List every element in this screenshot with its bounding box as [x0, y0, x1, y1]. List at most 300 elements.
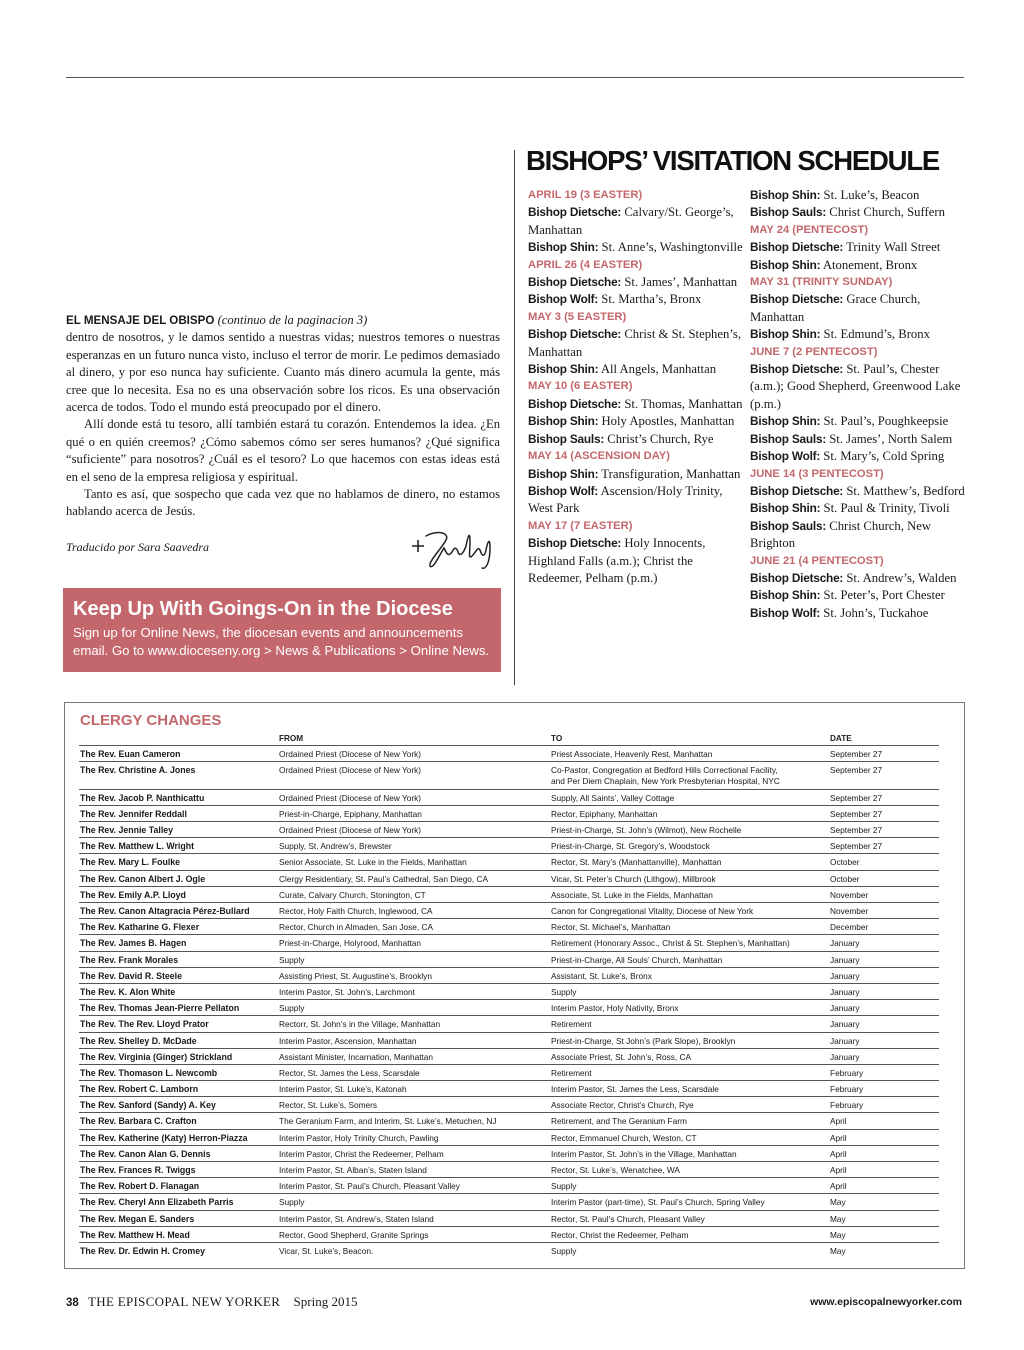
clergy-name: The Rev. Canon Alan G. Dennis	[80, 1148, 211, 1159]
visitation-place: Christ Church, New Brighton	[750, 518, 932, 551]
table-row	[79, 761, 939, 789]
clergy-date: April	[830, 1132, 847, 1143]
page-number: 38	[66, 1297, 79, 1309]
bishop-name: Bishop Wolf:	[750, 449, 821, 464]
visitation-place: St. Paul & Trinity, Tivoli	[823, 501, 950, 516]
clergy-from: Interim Pastor, St. Paul’s Church, Pleasant Valley	[279, 1181, 460, 1192]
table-row	[79, 918, 939, 934]
visitation-place: All Angels, Manhattan	[600, 362, 717, 377]
clergy-name: The Rev. Robert C. Lamborn	[80, 1084, 199, 1095]
clergy-from: Interim Pastor, Holy Trinity Church, Pawling	[279, 1132, 439, 1143]
table-row	[79, 805, 939, 821]
clergy-from: Clergy Residentiary, St. Paul’s Cathedral, San Diego, CA	[279, 873, 489, 884]
visitation-place: St. Paul’s, Poughkeepsie	[823, 414, 949, 429]
bishop-name: Bishop Shin:	[750, 501, 821, 516]
bishop-name: Bishop Dietsche:	[750, 292, 844, 307]
clergy-date: May	[830, 1197, 846, 1208]
table-row	[79, 1226, 939, 1242]
table-row	[79, 1161, 939, 1177]
visitation-entry	[750, 570, 965, 587]
visitation-date: MAY 17 (7 EASTER)	[528, 519, 633, 532]
clergy-to-line: Supply	[551, 1245, 577, 1256]
clergy-to-line: Associate Priest, St. John’s, Ross, CA	[551, 1051, 692, 1062]
clergy-to	[551, 749, 830, 760]
bishop-name: Bishop Dietsche:	[750, 362, 844, 377]
column-header-date: DATE	[830, 734, 852, 743]
bishop-name: Bishop Dietsche:	[528, 275, 622, 290]
table-row	[79, 1096, 939, 1112]
bishop-name: Bishop Shin:	[528, 466, 599, 481]
bishop-message-spanish	[66, 312, 500, 556]
bishop-name: Bishop Shin:	[750, 188, 821, 202]
table-row	[79, 837, 939, 853]
clergy-name: The Rev. Mary L. Foulke	[80, 857, 181, 868]
clergy-from: Vicar, St. Luke’s, Beacon.	[279, 1245, 374, 1256]
clergy-to	[551, 1214, 830, 1225]
clergy-to	[551, 1052, 830, 1063]
visitation-place: Christ Church, Suffern	[829, 205, 945, 220]
bishop-name: Bishop Sauls:	[528, 431, 605, 446]
clergy-to	[551, 1084, 830, 1095]
clergy-to-line: Rector, St. Michael’s, Manhattan	[551, 922, 671, 933]
clergy-to	[551, 906, 830, 917]
bishop-name: Bishop Shin:	[528, 240, 599, 255]
clergy-to	[551, 938, 830, 949]
clergy-name: The Rev. Shelley D. McDade	[80, 1035, 197, 1046]
clergy-date: January	[830, 970, 860, 981]
clergy-to-line: Assistant, St. Luke’s, Bronx	[551, 970, 652, 981]
clergy-date: September 27	[830, 749, 883, 759]
visitation-entry	[750, 431, 965, 448]
clergy-date: September 27	[830, 792, 883, 803]
clergy-from: Rector, Good Shepherd, Granite Springs	[279, 1229, 429, 1240]
visitation-place: Holy Innocents, Highland Falls (a.m.); Christ the Redeemer, Pelham (p.m.)	[528, 536, 706, 585]
table-row	[79, 1032, 939, 1048]
clergy-to	[551, 809, 830, 820]
visitation-entry	[528, 396, 743, 413]
column-header-to: TO	[551, 734, 563, 743]
schedule-column-1	[528, 187, 743, 587]
clergy-to-line: Rector, Emmanuel Church, Weston, CT	[551, 1132, 697, 1143]
clergy-to-line: Interim Pastor (part-time), St. Paul’s Church, Spring Valley	[551, 1197, 765, 1208]
clergy-from: The Geranium Farm, and Interim, St. Luke’s, Metuchen, NJ	[279, 1116, 497, 1127]
message-heading: EL MENSAJE DEL OBISPO	[66, 314, 215, 327]
publication-name: THE EPISCOPAL NEW YORKER	[88, 1294, 281, 1309]
table-row	[79, 886, 939, 902]
column-header-from: FROM	[279, 734, 304, 743]
visitation-place: Calvary/St. George’s, Manhattan	[528, 205, 734, 237]
visitation-entry	[528, 291, 743, 308]
table-row	[79, 967, 939, 983]
table-row	[79, 1048, 939, 1064]
clergy-from: Priest-in-Charge, Epiphany, Manhattan	[279, 808, 422, 819]
visitation-place: St. Matthew’s, Bedford	[846, 483, 965, 498]
visitation-entry	[528, 326, 743, 361]
clergy-from: Interim Pastor, Christ the Redeemer, Pelham	[279, 1148, 444, 1159]
clergy-date: May	[830, 1213, 846, 1224]
clergy-name: The Rev. Megan E. Sanders	[80, 1213, 195, 1224]
visitation-entry	[528, 413, 743, 430]
clergy-from: Rector, St. James the Less, Scarsdale	[279, 1067, 420, 1078]
clergy-date: February	[830, 1100, 864, 1111]
clergy-to-line: Associate Rector, Christ’s Church, Rye	[551, 1100, 694, 1111]
visitation-date: MAY 31 (TRINITY SUNDAY)	[750, 276, 893, 289]
clergy-to	[551, 1197, 830, 1208]
clergy-from: Rector, Church in Almaden, San Jose, CA	[279, 922, 434, 933]
clergy-to	[551, 987, 830, 998]
clergy-to-line: Priest Associate, Heavenly Rest, Manhattan	[551, 749, 713, 759]
clergy-date: September 27	[830, 765, 883, 776]
clergy-from: Supply, St. Andrew’s, Brewster	[279, 841, 392, 852]
column-divider	[514, 150, 515, 685]
visitation-date: MAY 24 (PENTECOST)	[750, 223, 869, 236]
visitation-entry	[750, 448, 965, 465]
clergy-name: The Rev. Canon Albert J. Ogle	[80, 873, 206, 884]
clergy-name: The Rev. Matthew L. Wright	[80, 841, 195, 852]
clergy-to-line-2: and Per Diem Chaplain, New York Presbyterian Hospital, NYC	[551, 776, 780, 787]
footer-publication	[66, 1294, 357, 1310]
clergy-to	[551, 1181, 830, 1192]
clergy-to-line: Priest-in-Charge, All Souls’ Church, Manhattan	[551, 954, 723, 965]
visitation-place: Christ & St. Stephen’s, Manhattan	[528, 327, 742, 359]
clergy-to	[551, 841, 830, 852]
schedule-column-2	[750, 187, 965, 622]
visitation-place: Grace Church, Manhattan	[750, 292, 921, 324]
clergy-from: Interim Pastor, St. John’s, Larchmont	[279, 986, 415, 997]
visitation-entry	[750, 187, 965, 204]
table-row	[79, 951, 939, 967]
bishop-name: Bishop Shin:	[750, 414, 821, 429]
clergy-to-line: Rector, Christ the Redeemer, Pelham	[551, 1229, 689, 1240]
visitation-entry	[750, 361, 965, 413]
clergy-date: May	[830, 1229, 846, 1240]
clergy-date: September 27	[830, 825, 883, 836]
visitation-place: St. Peter’s, Port Chester	[823, 588, 945, 603]
table-row	[79, 1242, 939, 1258]
message-paragraph-2: Allí donde está tu tesoro, allí también estará tu corazón. Entendemos la idea. ¿En qué o en quién creemos? ¿Cómo sabemos cómo ser seres humanos? ¿Qué significa “suficiente” para nosotros? ¿Cuál es el tesoro? Lo que hacemos con estas ideas está en el seno de la empresa religiosa y espiritual.	[66, 417, 500, 484]
table-row	[79, 999, 939, 1015]
clergy-to	[551, 1133, 830, 1144]
clergy-from: Interim Pastor, St. Alban’s, Staten Island	[279, 1165, 427, 1175]
visitation-entry	[750, 239, 965, 256]
clergy-to-line: Associate, St. Luke in the Fields, Manhattan	[551, 889, 713, 900]
visitation-place: St. Martha’s, Bronx	[601, 292, 702, 307]
clergy-to-line: Retirement, and The Geranium Farm	[551, 1116, 687, 1127]
table-row	[79, 1129, 939, 1145]
clergy-date: January	[830, 1035, 860, 1046]
clergy-to	[551, 1165, 830, 1176]
bishop-name: Bishop Shin:	[750, 257, 821, 272]
clergy-to-line: Rector, St. Mary’s (Manhattanville), Manhattan	[551, 857, 722, 868]
clergy-to	[551, 793, 830, 804]
clergy-date: January	[830, 1003, 860, 1014]
clergy-name: The Rev. Cheryl Ann Elizabeth Parris	[80, 1197, 234, 1208]
clergy-to-line: Co-Pastor, Congregation at Bedford Hills Correctional Facility,	[551, 765, 778, 776]
clergy-from: Interim Pastor, Ascension, Manhattan	[279, 1035, 417, 1046]
visitation-place: Christ’s Church, Rye	[607, 431, 714, 446]
bishop-name: Bishop Wolf:	[528, 292, 599, 307]
clergy-date: November	[830, 889, 869, 900]
clergy-name: The Rev. Virginia (Ginger) Strickland	[80, 1051, 233, 1062]
clergy-date: April	[830, 1181, 847, 1192]
clergy-name: The Rev. Thomason L. Newcomb	[80, 1067, 218, 1078]
clergy-to-line: Supply	[551, 986, 577, 997]
table-row	[79, 1015, 939, 1031]
clergy-to-line: Retirement	[551, 1019, 592, 1030]
clergy-to	[551, 1068, 830, 1079]
translator-credit: Traducido por Sara Saavedra	[66, 539, 210, 554]
clergy-to	[551, 971, 830, 982]
clergy-to	[551, 1116, 830, 1127]
message-paragraph-3: Tanto es así, que sospecho que cada vez que no hablamos de dinero, no estamos hablando acerca de Jesús.	[66, 487, 500, 519]
bishop-name: Bishop Dietsche:	[528, 327, 622, 342]
clergy-date: April	[830, 1116, 847, 1127]
table-row	[79, 902, 939, 918]
visitation-entry	[528, 274, 743, 291]
bishop-name: Bishop Wolf:	[750, 605, 821, 620]
visitation-place: St. Thomas, Manhattan	[624, 396, 743, 411]
clergy-to-line: Retirement (Honorary Assoc., Christ & St. Stephen’s, Manhattan)	[551, 938, 790, 949]
clergy-date: April	[830, 1165, 847, 1175]
clergy-name: The Rev. Katharine G. Flexer	[80, 922, 200, 933]
visitation-entry	[750, 326, 965, 343]
visitation-date: JUNE 7 (2 PENTECOST)	[750, 345, 878, 358]
visitation-place: St. Mary’s, Cold Spring	[823, 449, 945, 464]
clergy-date: October	[830, 857, 860, 868]
clergy-to-line: Supply, All Saints’, Valley Cottage	[551, 792, 675, 803]
clergy-date: January	[830, 986, 860, 997]
clergy-name: The Rev. Emily A.P. Lloyd	[80, 889, 186, 900]
bishop-name: Bishop Dietsche:	[750, 240, 844, 255]
visitation-place: Transfiguration, Manhattan	[601, 466, 741, 481]
visitation-entry	[750, 518, 965, 553]
clergy-changes-table	[79, 745, 939, 1258]
visitation-place: St. Anne’s, Washingtonville	[601, 240, 743, 255]
clergy-to-line: Rector, Epiphany, Manhattan	[551, 808, 658, 819]
visitation-place: Trinity Wall Street	[846, 240, 941, 255]
visitation-place: St. Andrew’s, Walden	[846, 570, 957, 585]
clergy-name: The Rev. Canon Altagracia Pérez-Bullard	[80, 906, 250, 916]
clergy-date: December	[830, 922, 869, 933]
clergy-to-line: Canon for Congregational Vitality, Diocese of New York	[551, 906, 754, 916]
signature-image	[406, 522, 496, 572]
table-row	[79, 853, 939, 869]
visitation-entry	[528, 204, 743, 239]
visitation-entry	[528, 483, 743, 518]
clergy-from: Curate, Calvary Church, Stonington, CT	[279, 889, 426, 900]
clergy-date: January	[830, 954, 860, 965]
clergy-to	[551, 857, 830, 868]
visitation-entry	[750, 291, 965, 326]
visitation-date: APRIL 26 (4 EASTER)	[528, 258, 643, 271]
clergy-from: Supply	[279, 1003, 305, 1014]
clergy-from: Ordained Priest (Diocese of New York)	[279, 825, 422, 836]
clergy-to-line: Interim Pastor, St. James the Less, Scarsdale	[551, 1084, 719, 1095]
visitation-date: MAY 3 (5 EASTER)	[528, 310, 627, 323]
clergy-to-line: Vicar, St. Peter’s Church (Lithgow), Millbrook	[551, 873, 716, 884]
visitation-entry	[750, 587, 965, 604]
clergy-date: October	[830, 873, 860, 884]
clergy-from: Interim Pastor, St. Andrew’s, Staten Island	[279, 1213, 434, 1224]
visitation-date: JUNE 14 (3 PENTECOST)	[750, 467, 884, 480]
table-row	[79, 821, 939, 837]
bishop-name: Bishop Dietsche:	[528, 536, 622, 551]
clergy-name: The Rev. K. Alon White	[80, 986, 176, 997]
clergy-to	[551, 1019, 830, 1030]
table-row	[79, 1145, 939, 1161]
clergy-to	[551, 1149, 830, 1160]
visitation-place: St. Paul’s, Chester (a.m.); Good Shepherd, Greenwood Lake (p.m.)	[750, 362, 961, 411]
visitation-date: MAY 14 (ASCENSION DAY)	[528, 450, 670, 463]
clergy-name: The Rev. Jennie Talley	[80, 825, 174, 836]
table-row	[79, 983, 939, 999]
bishop-name: Bishop Dietsche:	[528, 205, 622, 220]
visitation-place: St. Luke’s, Beacon	[823, 188, 920, 202]
clergy-name: The Rev. Katherine (Katy) Herron-Piazza	[80, 1132, 248, 1143]
bishop-name: Bishop Shin:	[528, 362, 599, 377]
clergy-from: Rector, Holy Faith Church, Inglewood, CA	[279, 906, 433, 916]
clergy-changes-box	[64, 702, 965, 1269]
clergy-changes-title: CLERGY CHANGES	[80, 712, 222, 729]
clergy-date: February	[830, 1084, 864, 1095]
visitation-entry	[528, 535, 743, 587]
clergy-date: February	[830, 1067, 864, 1078]
table-row	[79, 1177, 939, 1193]
visitation-entry	[750, 257, 965, 274]
bishop-name: Bishop Shin:	[750, 327, 821, 342]
bishop-name: Bishop Dietsche:	[750, 570, 844, 585]
clergy-to-line: Retirement	[551, 1067, 592, 1078]
visitation-place: Ascension/Holy Trinity, West Park	[528, 483, 723, 516]
clergy-from: Supply	[279, 1197, 305, 1208]
visitation-date: MAY 10 (6 EASTER)	[528, 380, 633, 393]
clergy-name: The Rev. Frances R. Twiggs	[80, 1165, 196, 1175]
clergy-from: Assistant Minister, Incarnation, Manhattan	[279, 1051, 434, 1062]
clergy-to-line: Interim Pastor, St. John’s in the Village, Manhattan	[551, 1148, 737, 1159]
clergy-from: Senior Associate, St. Luke in the Fields, Manhattan	[279, 857, 467, 868]
clergy-name: The Rev. David R. Steele	[80, 970, 183, 981]
bishop-name: Bishop Shin:	[750, 588, 821, 603]
clergy-from: Interim Pastor, St. Luke’s, Katonah	[279, 1084, 407, 1095]
visitation-entry	[528, 361, 743, 378]
visitation-entry	[528, 431, 743, 448]
bishop-name: Bishop Sauls:	[750, 518, 827, 533]
visitation-entry	[750, 605, 965, 622]
clergy-to-line: Rector, St. Luke’s, Wenatchee, WA	[551, 1165, 680, 1175]
clergy-from: Supply	[279, 954, 305, 965]
table-row	[79, 1064, 939, 1080]
clergy-to	[551, 825, 830, 836]
clergy-from: Ordained Priest (Diocese of New York)	[279, 749, 422, 759]
clergy-to	[551, 955, 830, 966]
clergy-to	[551, 1246, 830, 1257]
clergy-name: The Rev. Jennifer Reddall	[80, 808, 187, 819]
visitation-place: St. James’, North Salem	[829, 431, 953, 446]
table-row	[79, 1210, 939, 1226]
clergy-date: January	[830, 1051, 860, 1062]
clergy-from: Priest-in-Charge, Holyrood, Manhattan	[279, 938, 422, 949]
clergy-name: The Rev. Barbara C. Crafton	[80, 1116, 197, 1127]
visitation-entry	[750, 413, 965, 430]
clergy-date: September 27	[830, 841, 883, 852]
visitation-date: APRIL 19 (3 EASTER)	[528, 189, 643, 201]
clergy-date: January	[830, 1019, 860, 1030]
clergy-to-line: Interim Pastor, Holy Nativity, Bronx	[551, 1003, 679, 1014]
clergy-date: January	[830, 938, 860, 949]
clergy-from: Rector, St. Luke’s, Somers	[279, 1100, 378, 1111]
visitation-entry	[750, 500, 965, 517]
bishop-name: Bishop Sauls:	[750, 205, 827, 220]
clergy-to	[551, 874, 830, 885]
clergy-name: The Rev. Dr. Edwin H. Cromey	[80, 1245, 205, 1256]
clergy-to	[551, 890, 830, 901]
clergy-from: Rectorr, St. John’s in the Village, Manhattan	[279, 1019, 441, 1030]
clergy-to	[551, 1230, 830, 1241]
bishop-name: Bishop Shin:	[528, 414, 599, 429]
clergy-to-line: Priest-in-Charge, St. Gregory’s, Woodstock	[551, 841, 710, 852]
clergy-to-line: Supply	[551, 1181, 577, 1192]
visitation-entry	[528, 239, 743, 256]
top-rule	[66, 77, 964, 78]
keep-up-body: Sign up for Online News, the diocesan events and announcements email. Go to www.dioceseny.org > News & Publications > Online News.	[73, 625, 490, 658]
clergy-date: November	[830, 906, 869, 916]
clergy-date: May	[830, 1245, 846, 1256]
clergy-name: The Rev. Frank Morales	[80, 954, 179, 965]
clergy-to-line: Rector, St. Paul’s Church, Pleasant Valley	[551, 1213, 705, 1224]
clergy-date: April	[830, 1148, 847, 1159]
table-row	[79, 1112, 939, 1128]
visitation-entry	[528, 466, 743, 483]
clergy-to	[551, 1003, 830, 1014]
bishops-schedule-title: BISHOPS’ VISITATION SCHEDULE	[526, 145, 940, 176]
clergy-name: The Rev. Sanford (Sandy) A. Key	[80, 1100, 216, 1111]
message-continued-note: (continuo de la paginacion 3)	[217, 313, 368, 327]
clergy-name: The Rev. James B. Hagen	[80, 938, 187, 949]
issue-season: Spring 2015	[293, 1294, 358, 1309]
clergy-to-line: Priest-in-Charge, St John’s (Park Slope), Brooklyn	[551, 1035, 736, 1046]
bishop-name: Bishop Dietsche:	[528, 396, 622, 411]
table-row	[79, 1080, 939, 1096]
clergy-to	[551, 765, 830, 787]
visitation-place: Holy Apostles, Manhattan	[601, 414, 735, 429]
visitation-place: St. John’s, Tuckahoe	[823, 605, 929, 620]
clergy-name: The Rev. The Rev. Lloyd Prator	[80, 1019, 209, 1030]
message-paragraph-1: dentro de nosotros, y le damos sentido a nuestras vidas; nuestros temores o nuestras esperanzas en un futuro nunca visto, incluso el terror de morir. Le pedimos demasiado al dinero, y por eso nunca hay suficiente. Cuanto más dinero acumula la gente, más cree que lo necesita. Esa no es una observación sobre los ricos. Es una observación acerca de todos. Todo el mundo está preocupado por el dinero.	[66, 330, 501, 415]
keep-up-promo-box	[63, 588, 501, 672]
footer-website: www.episcopalnewyorker.com	[810, 1296, 962, 1308]
bishop-name: Bishop Wolf:	[528, 483, 599, 498]
bishop-name: Bishop Dietsche:	[750, 483, 844, 498]
clergy-to-line: Priest-in-Charge, St. John’s (Wilmot), New Rochelle	[551, 825, 742, 836]
clergy-name: The Rev. Christine A. Jones	[80, 765, 196, 776]
visitation-place: St. Edmund’s, Bronx	[823, 327, 930, 342]
clergy-to	[551, 922, 830, 933]
visitation-entry	[750, 483, 965, 500]
table-row	[79, 1193, 939, 1209]
clergy-to	[551, 1100, 830, 1111]
visitation-place: Atonement, Bronx	[822, 257, 918, 272]
visitation-place: St. James’, Manhattan	[624, 275, 738, 290]
visitation-date: JUNE 21 (4 PENTECOST)	[750, 554, 884, 567]
clergy-name: The Rev. Jacob P. Nanthicattu	[80, 792, 205, 803]
keep-up-title: Keep Up With Goings-On in the Diocese	[73, 598, 453, 620]
table-row	[79, 745, 939, 761]
clergy-from: Ordained Priest (Diocese of New York)	[279, 792, 422, 803]
table-row	[79, 870, 939, 886]
clergy-to	[551, 1036, 830, 1047]
clergy-name: The Rev. Robert D. Flanagan	[80, 1181, 200, 1192]
clergy-from: Ordained Priest (Diocese of New York)	[279, 765, 422, 776]
